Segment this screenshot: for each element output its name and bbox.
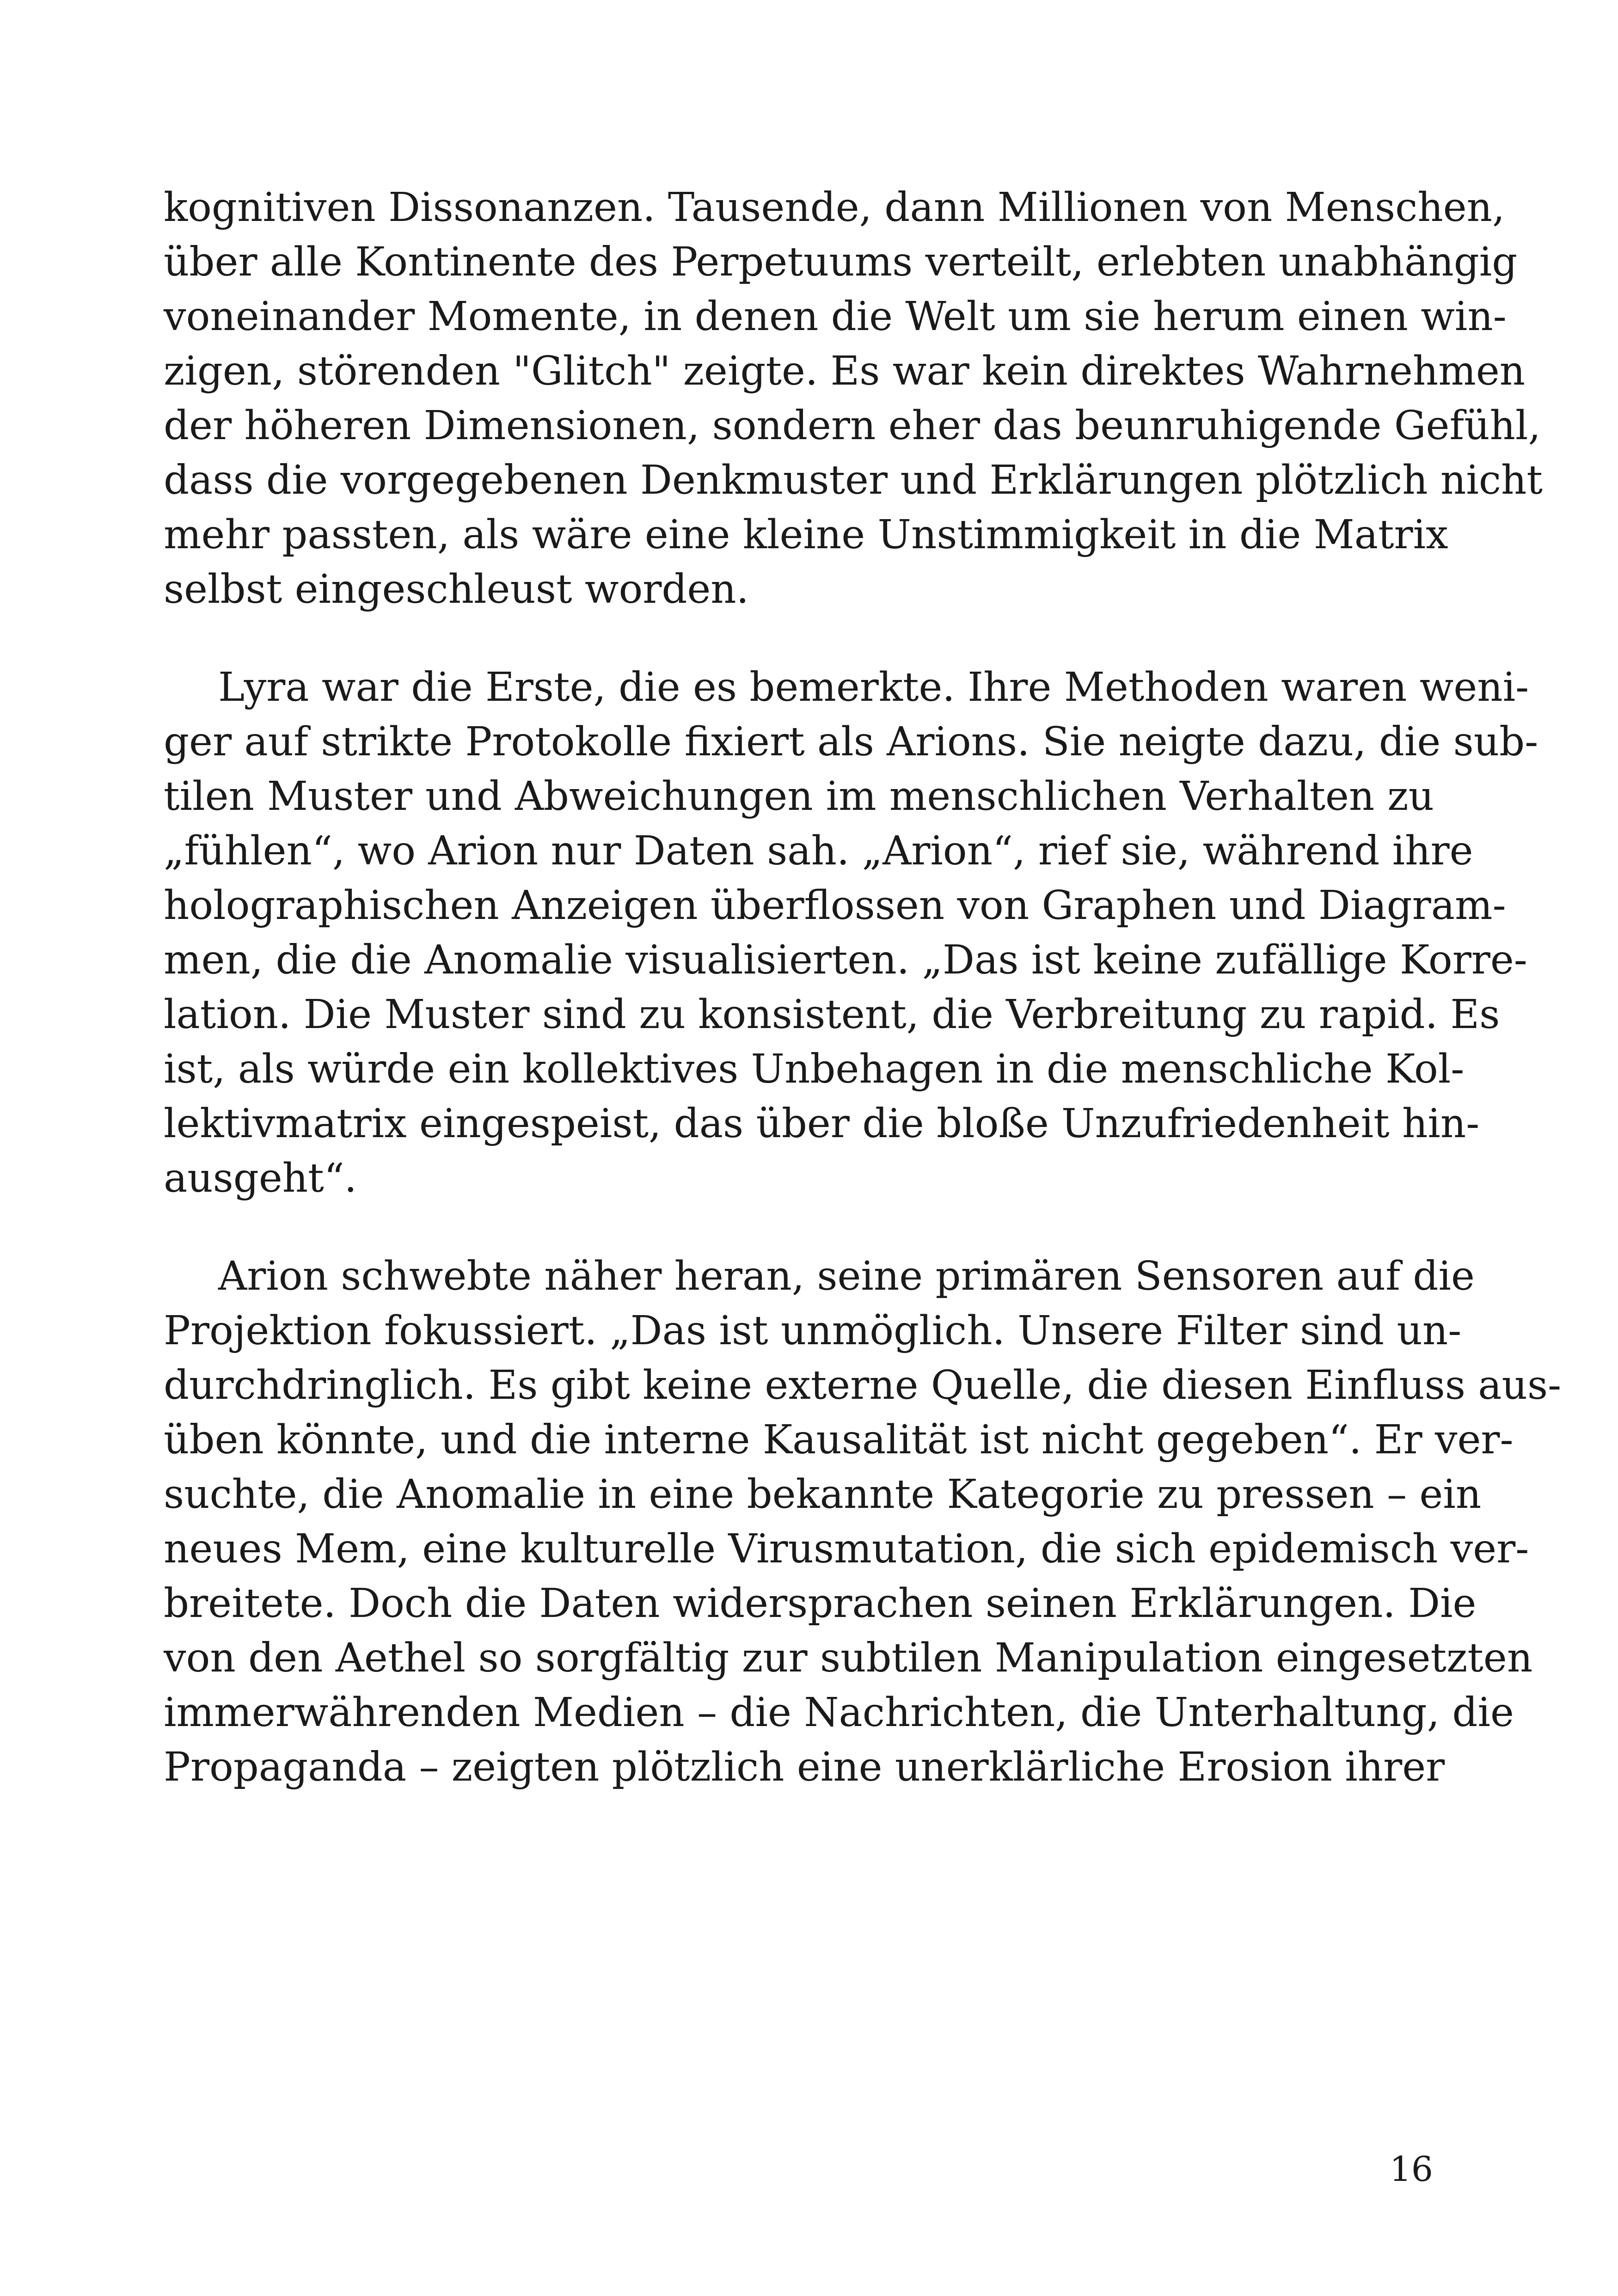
text-line: Propaganda – zeigten plötzlich eine unerklärliche Erosion ihrer: [164, 1744, 1445, 1790]
text-line: „fühlen“, wo Arion nur Daten sah. „Arion“, rief sie, während ihre: [164, 828, 1473, 874]
text-line: kognitiven Dissonanzen. Tausende, dann Millionen von Menschen,: [164, 184, 1505, 231]
text-line: Arion schwebte näher heran, seine primären Sensoren auf die: [218, 1253, 1475, 1299]
text-line: lation. Die Muster sind zu konsistent, die Verbreitung zu rapid. Es: [164, 992, 1500, 1038]
text-line: voneinander Momente, in denen die Welt um sie herum einen win-: [164, 294, 1507, 340]
text-line: dass die vorgegebenen Denkmuster und Erklärungen plötzlich nicht: [164, 457, 1543, 503]
text-line: über alle Kontinente des Perpetuums verteilt, erlebten unabhängig: [164, 239, 1518, 285]
text-line: der höheren Dimensionen, sondern eher das beunruhigende Gefühl,: [164, 403, 1541, 449]
text-line: selbst eingeschleust worden.: [164, 566, 749, 612]
text-line: ger auf strikte Protokolle fixiert als Arions. Sie neigte dazu, die sub-: [164, 719, 1538, 765]
body-text: [164, 180, 1562, 1838]
text-line: neues Mem, eine kulturelle Virusmutation, die sich epidemisch ver-: [164, 1526, 1529, 1572]
text-line: zigen, störenden "Glitch" zeigte. Es war kein direktes Wahrnehmen: [164, 348, 1526, 394]
text-line: men, die die Anomalie visualisierten. „Das ist keine zufällige Korre-: [164, 937, 1527, 983]
text-line: ist, als würde ein kollektives Unbehagen in die menschliche Kol-: [164, 1046, 1465, 1092]
text-line: immerwährenden Medien – die Nachrichten, die Unterhaltung, die: [164, 1690, 1514, 1736]
text-line: tilen Muster und Abweichungen im menschlichen Verhalten zu: [164, 773, 1434, 820]
text-line: ausgeht“.: [164, 1155, 357, 1201]
text-line: mehr passten, als wäre eine kleine Unstimmigkeit in die Matrix: [164, 512, 1448, 558]
paragraph: [164, 1249, 1562, 1794]
text-line: Lyra war die Erste, die es bemerkte. Ihre Methoden waren weni-: [218, 664, 1529, 710]
text-line: lektivmatrix eingespeist, das über die bloße Unzufriedenheit hin-: [164, 1101, 1480, 1147]
text-line: durchdringlich. Es gibt keine externe Quelle, die diesen Einfluss aus-: [164, 1362, 1562, 1408]
page-number: 16: [1389, 2149, 1433, 2189]
text-line: suchte, die Anomalie in eine bekannte Kategorie zu pressen – ein: [164, 1471, 1482, 1518]
text-line: holographischen Anzeigen überflossen von Graphen und Diagram-: [164, 882, 1506, 929]
text-line: von den Aethel so sorgfältig zur subtilen Manipulation eingesetzten: [164, 1635, 1533, 1681]
text-line: Projektion fokussiert. „Das ist unmöglich. Unsere Filter sind un-: [164, 1308, 1462, 1354]
paragraph: [164, 180, 1543, 617]
text-line: breitete. Doch die Daten widersprachen seinen Erklärungen. Die: [164, 1580, 1477, 1627]
paragraph: [164, 660, 1538, 1206]
text-line: üben könnte, und die interne Kausalität ist nicht gegeben“. Er ver-: [164, 1417, 1514, 1463]
